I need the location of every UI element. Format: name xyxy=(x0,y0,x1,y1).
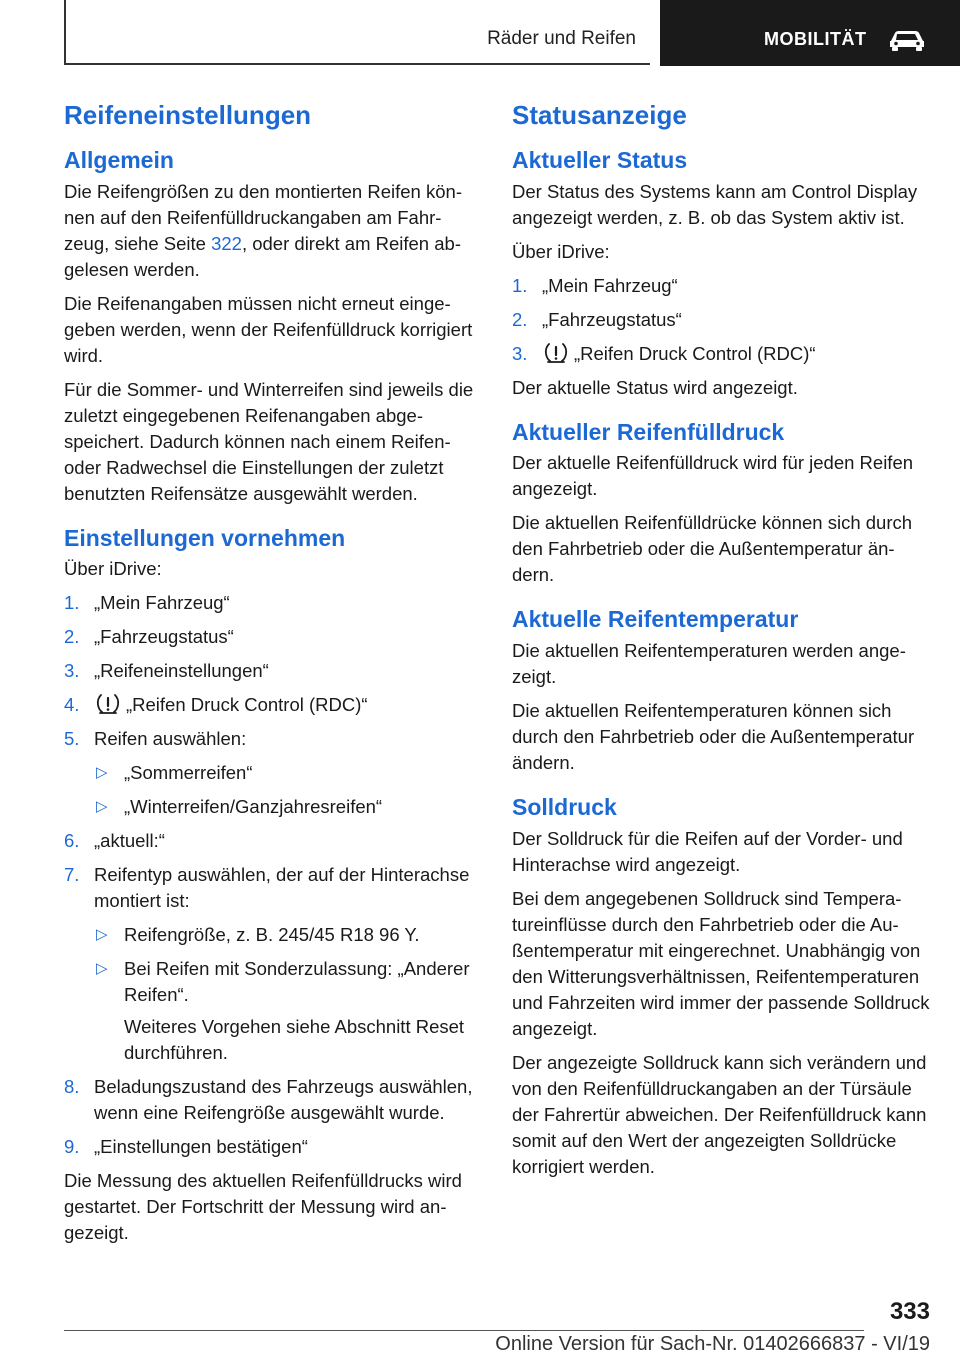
paragraph: Die Messung des aktuellen Reifenfülldrucks wird gestartet. Der Fortschritt der Messung wird angezeigt. xyxy=(64,1170,462,1244)
header-section-title: Räder und Reifen xyxy=(487,28,636,49)
left-column xyxy=(64,100,480,1254)
step-number: 2. xyxy=(512,308,528,330)
step-text: „Mein Fahrzeug“ xyxy=(94,592,230,614)
heading-allgemein: Allgemein xyxy=(64,147,174,174)
step-number: 4. xyxy=(64,694,80,716)
triangle-bullet-icon: ▷ xyxy=(96,960,108,978)
step-text: „Mein Fahrzeug“ xyxy=(542,274,678,296)
list-item xyxy=(64,862,480,1066)
tire-pressure-warning-icon xyxy=(544,342,568,364)
paragraph: Bei dem angegebenen Solldruck sind Temperatureinflüsse durch den Fahrbetrieb oder die Außentemperatur mit eingerechnet. Unabhängig von den Witterungsverhältnissen, Reifentemperaturen und Fahrzeiten wird immer der passende Solldruck angezeigt. xyxy=(512,887,930,1039)
list-item xyxy=(64,828,480,854)
list-item xyxy=(512,307,930,333)
step-number: 7. xyxy=(64,864,80,886)
list-item xyxy=(64,590,480,616)
step-text: Reifen auswählen: xyxy=(94,728,247,750)
header-bottom-rule xyxy=(64,63,650,65)
sub-item-text: „Sommerreifen“ xyxy=(124,762,253,784)
step-text: „Fahrzeugstatus“ xyxy=(94,626,234,648)
paragraph: Der aktuelle Status wird angezeigt. xyxy=(512,376,798,398)
paragraph: Über iDrive: xyxy=(64,558,162,580)
sub-list xyxy=(94,760,480,820)
header-chapter-tab xyxy=(660,0,960,66)
sub-item-text: „Winterreifen/Ganzjahresreifen“ xyxy=(124,796,383,818)
paragraph: Über iDrive: xyxy=(512,240,610,262)
paragraph: Der aktuelle Reifenfülldruck wird für jeden Reifen angezeigt. xyxy=(512,452,914,500)
sub-item-note: Weiteres Vorgehen siehe Abschnitt Reset durchführen. xyxy=(124,1016,465,1064)
text-run: , oder direkt am Reifen abgelesen werden. xyxy=(64,232,461,280)
step-text: „Fahrzeugstatus“ xyxy=(542,308,682,330)
text-run: Die Reifengrößen zu den montierten Reifen können auf den Reifenfülldruckangaben am Fahrzeug, siehe Seite xyxy=(64,180,462,254)
page-number: 333 xyxy=(889,1298,930,1325)
triangle-bullet-icon: ▷ xyxy=(96,764,108,782)
section-title-statusanzeige: Statusanzeige xyxy=(512,100,687,130)
list-item xyxy=(512,341,930,367)
step-number: 6. xyxy=(64,830,80,852)
paragraph xyxy=(64,179,480,283)
footer-rule xyxy=(64,1330,864,1331)
section-title-reifeneinstellungen: Reifeneinstellungen xyxy=(64,100,312,130)
paragraph: Die Reifenangaben müssen nicht erneut eingegeben werden, wenn der Reifenfülldruck korrigiert wird. xyxy=(64,292,473,366)
sub-list-item xyxy=(94,760,480,786)
step-number: 2. xyxy=(64,626,80,648)
list-item xyxy=(64,726,480,820)
heading-aktueller-reifenfuelldruck: Aktueller Reifenfülldruck xyxy=(512,418,785,445)
header-chapter-label: MOBILITÄT xyxy=(764,29,867,49)
sub-list-item xyxy=(94,956,480,1066)
sub-item-text: Bei Reifen mit Sonderzulassung: „Anderer Reifen“. xyxy=(124,958,470,1006)
paragraph: Der angezeigte Solldruck kann sich verändern und von den Reifenfülldruckangaben an der Türsäule der Fahrertür abweichen. Der Reifenfülldruck kann somit auf den Wert der angezeigten Solldrücke korrigiert werden. xyxy=(512,1051,927,1177)
paragraph: Der Status des Systems kann am Control Display angezeigt werden, z. B. ob das System aktiv ist. xyxy=(512,180,918,228)
sub-list-item xyxy=(94,922,480,948)
paragraph: Die aktuellen Reifenfülldrücke können sich durch den Fahrbetrieb oder die Außentemperatur ändern. xyxy=(512,512,913,586)
list-item xyxy=(64,658,480,684)
triangle-bullet-icon: ▷ xyxy=(96,798,108,816)
footer-text: Online Version für Sach-Nr. 01402666837 - VI/19 xyxy=(495,1333,930,1355)
heading-solldruck: Solldruck xyxy=(512,793,617,820)
paragraph: Die aktuellen Reifentemperaturen können sich durch den Fahrbetrieb oder die Außentemperatur ändern. xyxy=(512,699,915,773)
tire-pressure-warning-icon xyxy=(96,693,120,715)
sub-list xyxy=(94,922,480,1066)
right-column xyxy=(512,100,930,1188)
list-item xyxy=(64,624,480,650)
step-text: „Reifen Druck Control (RDC)“ xyxy=(574,342,816,364)
step-list xyxy=(64,590,480,1160)
paragraph: Der Solldruck für die Reifen auf der Vorder- und Hinterachse wird angezeigt. xyxy=(512,827,903,875)
sub-list-item xyxy=(94,794,480,820)
step-number: 1. xyxy=(64,592,80,614)
step-number: 5. xyxy=(64,728,80,750)
heading-aktueller-status: Aktueller Status xyxy=(512,147,688,174)
step-number: 1. xyxy=(512,274,528,296)
page-header xyxy=(0,0,960,66)
step-list xyxy=(512,273,930,367)
list-item xyxy=(512,273,930,299)
step-number: 3. xyxy=(64,660,80,682)
paragraph: Für die Sommer- und Winterreifen sind jeweils die zuletzt eingegebenen Reifenangaben abgespeichert. Dadurch können nach einem Reifen- oder Radwechsel die Einstellungen der zuletzt benutzten Reifensätze ausgewählt werden. xyxy=(64,378,474,504)
list-item xyxy=(64,692,480,718)
step-number: 9. xyxy=(64,1136,80,1158)
header-left-rule xyxy=(64,0,66,64)
heading-aktuelle-reifentemperatur: Aktuelle Reifentemperatur xyxy=(512,606,799,633)
heading-einstellungen-vornehmen: Einstellungen vornehmen xyxy=(64,524,346,551)
car-icon xyxy=(888,28,926,52)
step-text: „aktuell:“ xyxy=(94,830,165,852)
step-number: 8. xyxy=(64,1076,80,1098)
page-link[interactable]: 322 xyxy=(211,232,242,254)
paragraph: Die aktuellen Reifentemperaturen werden angezeigt. xyxy=(512,639,906,687)
step-text: „Reifen Druck Control (RDC)“ xyxy=(126,694,368,716)
sub-item-text: Reifengröße, z. B. 245/45 R18 96 Y. xyxy=(124,924,420,946)
triangle-bullet-icon: ▷ xyxy=(96,926,108,944)
step-text: „Einstellungen bestätigen“ xyxy=(94,1136,308,1158)
list-item xyxy=(64,1074,480,1126)
step-text: Reifentyp auswählen, der auf der Hinterachse montiert ist: xyxy=(94,864,470,912)
step-number: 3. xyxy=(512,342,528,364)
step-text: Beladungszustand des Fahrzeugs auswählen, wenn eine Reifengröße ausgewählt wurde. xyxy=(94,1076,473,1124)
list-item xyxy=(64,1134,480,1160)
step-text: „Reifeneinstellungen“ xyxy=(94,660,269,682)
